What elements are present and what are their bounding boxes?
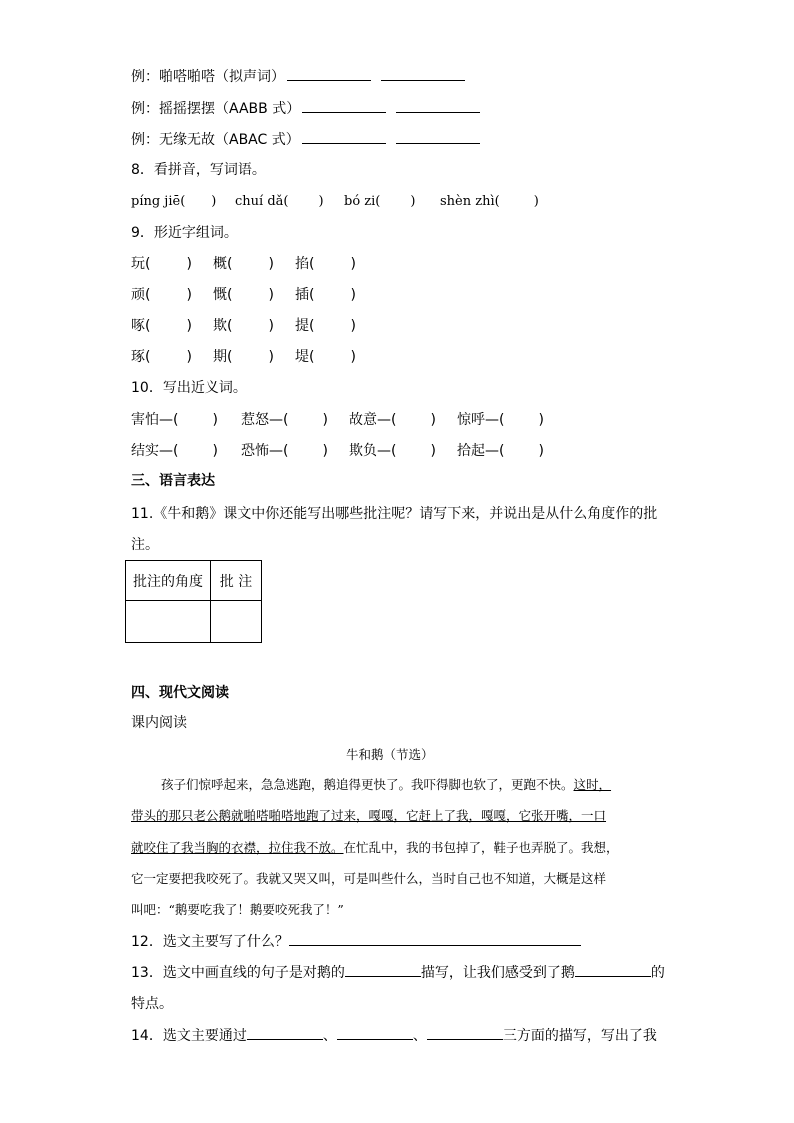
answer-blank[interactable] bbox=[427, 1025, 503, 1040]
example-text: 例：摇摇摆摆（AABB 式） bbox=[131, 101, 301, 117]
answer-blank[interactable] bbox=[289, 931, 581, 946]
synonym-item[interactable] bbox=[241, 410, 349, 430]
annotation-table bbox=[125, 560, 262, 643]
question-11-line-1: 11.《牛和鹅》课文中你还能写出哪些批注呢？请写下来，并说出是从什么角度作的批 bbox=[131, 506, 658, 522]
char-item[interactable] bbox=[131, 285, 213, 305]
synonym-text: 害怕—( bbox=[131, 412, 179, 428]
pinyin-item[interactable] bbox=[344, 192, 440, 212]
synonym-row bbox=[131, 441, 544, 461]
char-row bbox=[131, 316, 356, 336]
table-cell-angle[interactable] bbox=[126, 601, 211, 643]
example-line-2 bbox=[131, 98, 480, 119]
pinyin-text: píng jiē( bbox=[131, 194, 186, 209]
char-text: 概( bbox=[213, 256, 233, 272]
paren-close: ) bbox=[538, 412, 544, 428]
pinyin-text: shèn zhì( bbox=[440, 194, 500, 209]
answer-blank[interactable] bbox=[247, 1025, 323, 1040]
paren-close: ) bbox=[350, 349, 356, 365]
paren-close: ) bbox=[538, 443, 544, 459]
pinyin-text: chuí dǎ( bbox=[235, 194, 289, 209]
passage-line bbox=[161, 775, 611, 795]
char-item[interactable] bbox=[131, 254, 213, 274]
paren-close: ) bbox=[350, 318, 356, 334]
char-item[interactable] bbox=[295, 347, 356, 367]
passage-text: 在忙乱中，我的书包掉了，鞋子也弄脱了。我想， bbox=[343, 840, 619, 855]
char-item[interactable] bbox=[131, 316, 213, 336]
char-text: 啄( bbox=[131, 318, 151, 334]
paren-close: ) bbox=[322, 443, 328, 459]
synonym-text: 恐怖—( bbox=[241, 443, 289, 459]
char-text: 堤( bbox=[295, 349, 315, 365]
synonym-item[interactable] bbox=[457, 410, 544, 430]
paren-close: ) bbox=[268, 256, 274, 272]
table-header-annotation: 批 注 bbox=[211, 561, 262, 601]
paren-close: ) bbox=[318, 194, 324, 209]
answer-blank[interactable] bbox=[575, 962, 651, 977]
char-row bbox=[131, 254, 356, 274]
answer-blank[interactable] bbox=[302, 129, 386, 144]
synonym-item[interactable] bbox=[131, 410, 241, 430]
answer-blank[interactable] bbox=[396, 129, 480, 144]
table-cell-annotation[interactable] bbox=[211, 601, 262, 643]
pinyin-item[interactable] bbox=[131, 192, 235, 212]
char-text: 插( bbox=[295, 287, 315, 303]
paren-close: ) bbox=[322, 412, 328, 428]
synonym-text: 欺负—( bbox=[349, 443, 397, 459]
char-text: 玩( bbox=[131, 256, 151, 272]
question-9-title: 9．形近字组词。 bbox=[131, 225, 238, 241]
passage-line: 它一定要把我咬死了。我就又哭又叫，可是叫些什么，当时自己也不知道，大概是这样 bbox=[131, 871, 607, 886]
paren-close: ) bbox=[268, 318, 274, 334]
paren-close: ) bbox=[268, 287, 274, 303]
char-row bbox=[131, 347, 356, 367]
question-13-line-2: 特点。 bbox=[131, 996, 173, 1012]
paren-close: ) bbox=[533, 194, 539, 209]
char-item[interactable] bbox=[213, 316, 295, 336]
char-item[interactable] bbox=[295, 254, 356, 274]
synonym-text: 惹怒—( bbox=[241, 412, 289, 428]
paren-close: ) bbox=[212, 412, 218, 428]
paren-close: ) bbox=[268, 349, 274, 365]
synonym-text: 惊呼—( bbox=[457, 412, 505, 428]
paren-close: ) bbox=[186, 256, 192, 272]
paren-close: ) bbox=[410, 194, 416, 209]
section-4-subtitle: 课内阅读 bbox=[131, 715, 187, 731]
underlined-text: 这时， bbox=[573, 777, 612, 792]
example-line-3 bbox=[131, 129, 480, 150]
synonym-text: 结实—( bbox=[131, 443, 179, 459]
question-13-text: 13．选文中画直线的句子是对鹅的 bbox=[131, 965, 345, 981]
example-text: 例：啪嗒啪嗒（拟声词） bbox=[131, 69, 285, 85]
paren-close: ) bbox=[186, 287, 192, 303]
table-header-angle: 批注的角度 bbox=[126, 561, 211, 601]
synonym-item[interactable] bbox=[241, 441, 349, 461]
char-item[interactable] bbox=[213, 347, 295, 367]
pinyin-text: bó zi( bbox=[344, 194, 381, 209]
question-14-text: 三方面的描写，写出了我 bbox=[502, 1028, 657, 1044]
section-3-title: 三、语言表达 bbox=[131, 473, 215, 489]
passage-title: 牛和鹅（节选） bbox=[346, 747, 434, 762]
char-text: 期( bbox=[213, 349, 233, 365]
underlined-text: 带头的那只老公鹅就啪嗒啪嗒地跑了过来，嘎嘎，它赶上了我，嘎嘎，它张开嘴，一口 bbox=[131, 808, 607, 823]
char-item[interactable] bbox=[131, 347, 213, 367]
answer-blank[interactable] bbox=[287, 66, 371, 81]
underlined-text: 就咬住了我当胸的衣襟，拉住我不放。 bbox=[131, 840, 344, 855]
char-text: 欺( bbox=[213, 318, 233, 334]
section-4-title: 四、现代文阅读 bbox=[131, 685, 229, 701]
char-item[interactable] bbox=[295, 285, 356, 305]
char-text: 琢( bbox=[131, 349, 151, 365]
char-text: 掐( bbox=[295, 256, 315, 272]
char-item[interactable] bbox=[213, 285, 295, 305]
synonym-text: 故意—( bbox=[349, 412, 397, 428]
synonym-text: 拾起—( bbox=[457, 443, 505, 459]
answer-blank[interactable] bbox=[302, 98, 386, 113]
synonym-item[interactable] bbox=[349, 441, 457, 461]
paren-close: ) bbox=[212, 443, 218, 459]
paren-close: ) bbox=[430, 412, 436, 428]
synonym-row bbox=[131, 410, 544, 430]
answer-blank[interactable] bbox=[345, 962, 421, 977]
paren-close: ) bbox=[211, 194, 217, 209]
char-text: 慨( bbox=[213, 287, 233, 303]
char-item[interactable] bbox=[213, 254, 295, 274]
char-row bbox=[131, 285, 356, 305]
question-10-title: 10．写出近义词。 bbox=[131, 380, 247, 396]
example-text: 例：无缘无故（ABAC 式） bbox=[131, 132, 300, 148]
question-11-line-2: 注。 bbox=[131, 537, 159, 553]
synonym-item[interactable] bbox=[457, 441, 544, 461]
question-13 bbox=[131, 962, 665, 983]
paren-close: ) bbox=[350, 256, 356, 272]
answer-blank[interactable] bbox=[396, 98, 480, 113]
pinyin-row bbox=[131, 192, 539, 212]
paren-close: ) bbox=[186, 318, 192, 334]
char-text: 顽( bbox=[131, 287, 151, 303]
question-13-text: 描写，让我们感受到了鹅 bbox=[420, 965, 575, 981]
paren-close: ) bbox=[350, 287, 356, 303]
pinyin-item[interactable] bbox=[235, 192, 344, 212]
paren-close: ) bbox=[186, 349, 192, 365]
separator: 、 bbox=[412, 1028, 427, 1044]
passage-line bbox=[131, 838, 619, 858]
question-8-title: 8．看拼音，写词语。 bbox=[131, 162, 266, 178]
separator: 、 bbox=[322, 1028, 337, 1044]
char-item[interactable] bbox=[295, 316, 356, 336]
passage-text: 孩子们惊呼起来，急急逃跑，鹅追得更快了。我吓得脚也软了，更跑不快。 bbox=[161, 777, 574, 792]
pinyin-item[interactable] bbox=[440, 192, 539, 212]
question-14-text: 14．选文主要通过 bbox=[131, 1028, 247, 1044]
answer-blank[interactable] bbox=[337, 1025, 413, 1040]
synonym-item[interactable] bbox=[349, 410, 457, 430]
question-13-text: 的 bbox=[650, 965, 665, 981]
paren-close: ) bbox=[430, 443, 436, 459]
question-14 bbox=[131, 1025, 657, 1046]
char-text: 提( bbox=[295, 318, 315, 334]
example-line-1 bbox=[131, 66, 465, 87]
question-12-text: 12．选文主要写了什么？ bbox=[131, 934, 289, 950]
passage-line: 叫吧：“鹅要吃我了！鹅要咬死我了！” bbox=[131, 902, 344, 917]
question-12 bbox=[131, 931, 581, 952]
synonym-item[interactable] bbox=[131, 441, 241, 461]
answer-blank[interactable] bbox=[381, 66, 465, 81]
